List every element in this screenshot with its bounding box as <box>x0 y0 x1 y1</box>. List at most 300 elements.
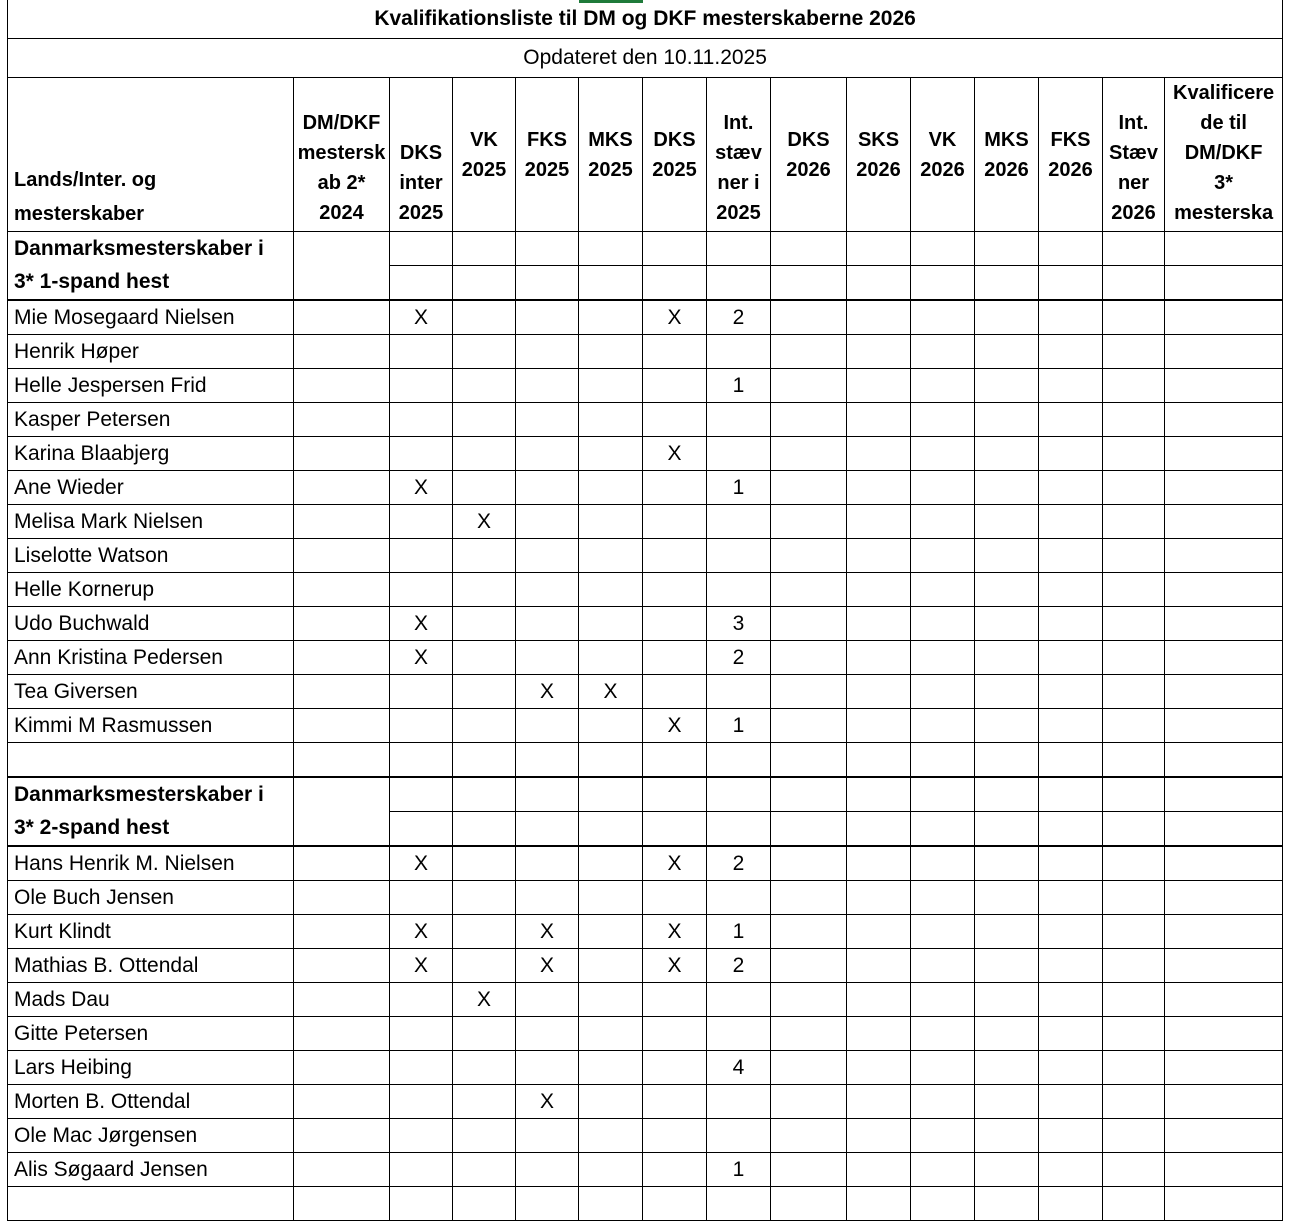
table-cell[interactable] <box>771 1153 847 1187</box>
empty-cell[interactable] <box>975 1187 1039 1221</box>
table-cell[interactable] <box>1039 539 1103 573</box>
table-cell[interactable] <box>1165 709 1283 743</box>
column-header[interactable] <box>453 78 516 232</box>
empty-cell[interactable] <box>516 743 579 778</box>
table-cell[interactable] <box>294 1051 390 1085</box>
table-cell[interactable] <box>643 369 707 403</box>
table-cell[interactable] <box>516 369 579 403</box>
competitor-name[interactable]: Liselotte Watson <box>8 539 294 573</box>
section-title[interactable]: Danmarksmesterskaber i <box>8 232 294 266</box>
table-cell[interactable] <box>1165 1085 1283 1119</box>
table-cell[interactable] <box>516 881 579 915</box>
competitor-name[interactable]: Tea Giversen <box>8 675 294 709</box>
table-cell[interactable] <box>294 539 390 573</box>
table-cell[interactable] <box>453 403 516 437</box>
section-title[interactable]: 3* 1-spand hest <box>8 266 294 301</box>
table-cell[interactable] <box>771 1051 847 1085</box>
table-cell[interactable] <box>516 607 579 641</box>
empty-cell[interactable] <box>975 232 1039 266</box>
table-cell[interactable] <box>516 403 579 437</box>
table-cell[interactable] <box>643 335 707 369</box>
table-cell[interactable] <box>643 1153 707 1187</box>
table-cell[interactable] <box>516 846 579 881</box>
empty-cell[interactable] <box>707 1187 771 1221</box>
table-cell[interactable] <box>643 1085 707 1119</box>
updated-date[interactable]: Opdateret den 10.11.2025 <box>8 39 1283 78</box>
empty-cell[interactable] <box>390 232 453 266</box>
table-cell[interactable] <box>579 539 643 573</box>
table-cell[interactable]: 2 <box>707 300 771 335</box>
table-cell[interactable] <box>643 573 707 607</box>
table-cell[interactable] <box>516 1051 579 1085</box>
table-cell[interactable] <box>1165 1017 1283 1051</box>
empty-cell[interactable] <box>771 743 847 778</box>
table-cell[interactable] <box>847 641 911 675</box>
table-cell[interactable] <box>911 1051 975 1085</box>
table-cell[interactable] <box>579 709 643 743</box>
table-cell[interactable] <box>1103 1153 1165 1187</box>
table-cell[interactable] <box>707 437 771 471</box>
empty-cell[interactable] <box>643 743 707 778</box>
table-cell[interactable] <box>707 1119 771 1153</box>
table-cell[interactable] <box>911 709 975 743</box>
competitor-name[interactable]: Ann Kristina Pedersen <box>8 641 294 675</box>
table-cell[interactable] <box>643 403 707 437</box>
table-cell[interactable] <box>1165 1153 1283 1187</box>
empty-cell[interactable] <box>390 266 453 301</box>
table-cell[interactable]: X <box>643 949 707 983</box>
table-cell[interactable] <box>771 369 847 403</box>
table-cell[interactable] <box>771 1017 847 1051</box>
table-cell[interactable]: X <box>579 675 643 709</box>
table-cell[interactable] <box>847 335 911 369</box>
table-cell[interactable] <box>847 607 911 641</box>
name-column-header[interactable] <box>8 78 294 232</box>
empty-cell[interactable] <box>911 232 975 266</box>
table-cell[interactable] <box>1103 573 1165 607</box>
column-header[interactable] <box>707 78 771 232</box>
table-cell[interactable] <box>1039 471 1103 505</box>
table-cell[interactable] <box>1165 505 1283 539</box>
table-cell[interactable] <box>643 675 707 709</box>
column-header[interactable] <box>579 78 643 232</box>
table-cell[interactable] <box>1039 437 1103 471</box>
table-cell[interactable] <box>1165 300 1283 335</box>
empty-cell[interactable] <box>294 777 390 812</box>
table-cell[interactable] <box>707 881 771 915</box>
table-cell[interactable] <box>911 607 975 641</box>
table-cell[interactable] <box>707 983 771 1017</box>
table-cell[interactable]: 2 <box>707 949 771 983</box>
table-cell[interactable] <box>294 505 390 539</box>
table-cell[interactable] <box>1103 1119 1165 1153</box>
competitor-name[interactable]: Mathias B. Ottendal <box>8 949 294 983</box>
empty-cell[interactable] <box>707 743 771 778</box>
table-cell[interactable] <box>847 675 911 709</box>
table-cell[interactable] <box>1165 607 1283 641</box>
table-cell[interactable] <box>847 881 911 915</box>
empty-cell[interactable] <box>707 777 771 812</box>
empty-cell[interactable] <box>643 1187 707 1221</box>
table-cell[interactable] <box>975 881 1039 915</box>
table-cell[interactable] <box>294 983 390 1017</box>
table-cell[interactable] <box>294 573 390 607</box>
table-cell[interactable] <box>453 607 516 641</box>
table-cell[interactable] <box>707 335 771 369</box>
table-cell[interactable] <box>579 983 643 1017</box>
table-cell[interactable] <box>1165 369 1283 403</box>
empty-cell[interactable] <box>847 232 911 266</box>
table-cell[interactable] <box>911 539 975 573</box>
table-cell[interactable] <box>579 881 643 915</box>
empty-cell[interactable] <box>453 812 516 847</box>
competitor-name[interactable]: Mie Mosegaard Nielsen <box>8 300 294 335</box>
table-cell[interactable] <box>643 505 707 539</box>
table-cell[interactable]: X <box>390 915 453 949</box>
empty-cell[interactable] <box>1103 232 1165 266</box>
table-cell[interactable] <box>1103 709 1165 743</box>
table-cell[interactable] <box>516 983 579 1017</box>
table-cell[interactable] <box>911 437 975 471</box>
table-cell[interactable] <box>771 505 847 539</box>
empty-cell[interactable] <box>771 266 847 301</box>
empty-cell[interactable] <box>516 266 579 301</box>
table-cell[interactable] <box>1165 471 1283 505</box>
table-cell[interactable] <box>453 369 516 403</box>
competitor-name[interactable]: Ole Mac Jørgensen <box>8 1119 294 1153</box>
empty-cell[interactable] <box>975 777 1039 812</box>
empty-cell[interactable] <box>707 266 771 301</box>
table-cell[interactable] <box>453 1119 516 1153</box>
table-cell[interactable] <box>975 539 1039 573</box>
competitor-name[interactable]: Helle Jespersen Frid <box>8 369 294 403</box>
table-cell[interactable] <box>579 471 643 505</box>
table-cell[interactable] <box>453 1153 516 1187</box>
empty-cell[interactable] <box>771 812 847 847</box>
table-cell[interactable] <box>975 300 1039 335</box>
column-header[interactable] <box>516 78 579 232</box>
empty-cell[interactable] <box>911 743 975 778</box>
table-cell[interactable] <box>771 641 847 675</box>
table-cell[interactable] <box>911 471 975 505</box>
column-header[interactable] <box>390 78 453 232</box>
empty-cell[interactable] <box>1165 777 1283 812</box>
section-title[interactable]: Danmarksmesterskaber i <box>8 777 294 812</box>
table-cell[interactable] <box>1039 607 1103 641</box>
table-cell[interactable] <box>707 505 771 539</box>
table-cell[interactable] <box>516 641 579 675</box>
table-cell[interactable] <box>975 335 1039 369</box>
table-cell[interactable] <box>579 641 643 675</box>
table-cell[interactable] <box>1039 1017 1103 1051</box>
table-cell[interactable] <box>453 1017 516 1051</box>
table-cell[interactable] <box>847 1017 911 1051</box>
table-cell[interactable] <box>390 539 453 573</box>
table-cell[interactable] <box>390 335 453 369</box>
table-cell[interactable] <box>1039 949 1103 983</box>
table-cell[interactable] <box>390 881 453 915</box>
table-cell[interactable] <box>1039 1119 1103 1153</box>
table-cell[interactable] <box>975 607 1039 641</box>
table-cell[interactable] <box>847 1153 911 1187</box>
table-cell[interactable] <box>1165 403 1283 437</box>
table-cell[interactable] <box>579 505 643 539</box>
empty-cell[interactable] <box>771 1187 847 1221</box>
table-cell[interactable] <box>579 1051 643 1085</box>
empty-cell[interactable] <box>911 266 975 301</box>
table-cell[interactable] <box>1039 983 1103 1017</box>
table-cell[interactable] <box>579 607 643 641</box>
table-cell[interactable] <box>453 1051 516 1085</box>
table-cell[interactable] <box>847 539 911 573</box>
table-cell[interactable] <box>1165 983 1283 1017</box>
empty-cell[interactable] <box>8 743 294 778</box>
table-cell[interactable] <box>975 983 1039 1017</box>
table-cell[interactable] <box>847 983 911 1017</box>
empty-cell[interactable] <box>707 812 771 847</box>
table-cell[interactable] <box>975 915 1039 949</box>
column-header[interactable] <box>975 78 1039 232</box>
empty-cell[interactable] <box>1039 777 1103 812</box>
table-cell[interactable] <box>579 403 643 437</box>
empty-cell[interactable] <box>390 1187 453 1221</box>
empty-cell[interactable] <box>579 266 643 301</box>
table-cell[interactable] <box>294 709 390 743</box>
table-cell[interactable]: X <box>643 300 707 335</box>
table-cell[interactable] <box>453 335 516 369</box>
table-cell[interactable] <box>911 949 975 983</box>
table-cell[interactable] <box>911 1153 975 1187</box>
column-header[interactable] <box>294 78 390 232</box>
table-cell[interactable] <box>516 300 579 335</box>
table-cell[interactable] <box>1165 641 1283 675</box>
table-cell[interactable] <box>1039 300 1103 335</box>
competitor-name[interactable]: Kurt Klindt <box>8 915 294 949</box>
table-cell[interactable] <box>975 369 1039 403</box>
empty-cell[interactable] <box>390 812 453 847</box>
table-cell[interactable] <box>975 709 1039 743</box>
empty-cell[interactable] <box>1039 1187 1103 1221</box>
table-cell[interactable] <box>294 1017 390 1051</box>
table-cell[interactable] <box>1103 335 1165 369</box>
table-cell[interactable] <box>516 1153 579 1187</box>
empty-cell[interactable] <box>1039 266 1103 301</box>
empty-cell[interactable] <box>847 266 911 301</box>
empty-cell[interactable] <box>975 812 1039 847</box>
competitor-name[interactable]: Karina Blaabjerg <box>8 437 294 471</box>
table-cell[interactable] <box>294 1153 390 1187</box>
table-cell[interactable]: X <box>390 300 453 335</box>
table-cell[interactable] <box>847 471 911 505</box>
table-cell[interactable] <box>579 335 643 369</box>
competitor-name[interactable]: Mads Dau <box>8 983 294 1017</box>
empty-cell[interactable] <box>294 812 390 847</box>
table-cell[interactable] <box>1165 846 1283 881</box>
table-cell[interactable] <box>975 846 1039 881</box>
table-cell[interactable] <box>975 1153 1039 1187</box>
table-cell[interactable] <box>294 335 390 369</box>
empty-cell[interactable] <box>579 812 643 847</box>
table-cell[interactable]: X <box>390 846 453 881</box>
table-cell[interactable] <box>294 675 390 709</box>
table-cell[interactable] <box>579 1085 643 1119</box>
competitor-name[interactable]: Hans Henrik M. Nielsen <box>8 846 294 881</box>
table-cell[interactable] <box>975 641 1039 675</box>
competitor-name[interactable]: Henrik Høper <box>8 335 294 369</box>
competitor-name[interactable]: Kasper Petersen <box>8 403 294 437</box>
table-cell[interactable] <box>643 607 707 641</box>
table-cell[interactable] <box>294 1085 390 1119</box>
table-cell[interactable] <box>390 369 453 403</box>
table-cell[interactable] <box>294 403 390 437</box>
table-cell[interactable] <box>911 300 975 335</box>
table-cell[interactable] <box>390 1051 453 1085</box>
empty-cell[interactable] <box>911 1187 975 1221</box>
table-cell[interactable]: X <box>643 915 707 949</box>
table-cell[interactable] <box>453 846 516 881</box>
table-cell[interactable] <box>911 641 975 675</box>
competitor-name[interactable]: Ole Buch Jensen <box>8 881 294 915</box>
table-cell[interactable] <box>1103 300 1165 335</box>
competitor-name[interactable]: Melisa Mark Nielsen <box>8 505 294 539</box>
table-cell[interactable] <box>453 881 516 915</box>
table-cell[interactable] <box>643 983 707 1017</box>
competitor-name[interactable]: Alis Søgaard Jensen <box>8 1153 294 1187</box>
table-cell[interactable] <box>707 1085 771 1119</box>
table-cell[interactable] <box>771 335 847 369</box>
table-cell[interactable] <box>516 335 579 369</box>
table-cell[interactable] <box>516 505 579 539</box>
empty-cell[interactable] <box>975 266 1039 301</box>
table-cell[interactable] <box>975 1051 1039 1085</box>
table-cell[interactable] <box>771 403 847 437</box>
table-cell[interactable] <box>707 403 771 437</box>
table-cell[interactable] <box>1039 675 1103 709</box>
table-cell[interactable]: 1 <box>707 1153 771 1187</box>
empty-cell[interactable] <box>847 743 911 778</box>
table-cell[interactable] <box>516 437 579 471</box>
table-cell[interactable] <box>1165 573 1283 607</box>
empty-cell[interactable] <box>847 1187 911 1221</box>
table-cell[interactable] <box>390 573 453 607</box>
table-cell[interactable]: X <box>643 709 707 743</box>
table-cell[interactable] <box>1165 949 1283 983</box>
empty-cell[interactable] <box>1103 812 1165 847</box>
table-cell[interactable] <box>975 573 1039 607</box>
table-cell[interactable] <box>771 539 847 573</box>
table-cell[interactable]: X <box>516 675 579 709</box>
table-cell[interactable] <box>453 709 516 743</box>
table-cell[interactable] <box>579 300 643 335</box>
table-cell[interactable] <box>390 505 453 539</box>
table-cell[interactable] <box>911 915 975 949</box>
table-cell[interactable] <box>579 1017 643 1051</box>
table-cell[interactable] <box>911 846 975 881</box>
empty-cell[interactable] <box>516 1187 579 1221</box>
column-header[interactable] <box>1165 78 1283 232</box>
empty-cell[interactable] <box>294 266 390 301</box>
table-cell[interactable] <box>453 573 516 607</box>
table-cell[interactable] <box>771 1119 847 1153</box>
table-cell[interactable] <box>579 1153 643 1187</box>
table-cell[interactable] <box>1039 335 1103 369</box>
table-cell[interactable] <box>579 573 643 607</box>
table-cell[interactable] <box>1103 915 1165 949</box>
table-cell[interactable] <box>911 1017 975 1051</box>
table-cell[interactable] <box>390 437 453 471</box>
table-cell[interactable] <box>975 505 1039 539</box>
competitor-name[interactable]: Kimmi M Rasmussen <box>8 709 294 743</box>
table-cell[interactable] <box>911 505 975 539</box>
table-cell[interactable] <box>1039 369 1103 403</box>
table-cell[interactable] <box>847 846 911 881</box>
table-cell[interactable] <box>294 641 390 675</box>
table-cell[interactable] <box>453 539 516 573</box>
table-cell[interactable] <box>847 505 911 539</box>
empty-cell[interactable] <box>847 777 911 812</box>
table-cell[interactable] <box>911 1119 975 1153</box>
table-cell[interactable]: 1 <box>707 369 771 403</box>
table-cell[interactable] <box>911 675 975 709</box>
empty-cell[interactable] <box>1165 266 1283 301</box>
empty-cell[interactable] <box>8 1187 294 1221</box>
table-cell[interactable] <box>1039 1153 1103 1187</box>
table-cell[interactable] <box>771 709 847 743</box>
table-cell[interactable] <box>453 641 516 675</box>
table-cell[interactable] <box>453 1085 516 1119</box>
table-cell[interactable] <box>1039 709 1103 743</box>
table-cell[interactable] <box>294 1119 390 1153</box>
table-cell[interactable] <box>847 1119 911 1153</box>
table-cell[interactable] <box>771 675 847 709</box>
section-title[interactable]: 3* 2-spand hest <box>8 812 294 847</box>
table-cell[interactable] <box>1039 1051 1103 1085</box>
table-cell[interactable] <box>453 300 516 335</box>
table-cell[interactable] <box>847 300 911 335</box>
table-cell[interactable] <box>1103 1085 1165 1119</box>
table-cell[interactable] <box>847 403 911 437</box>
table-cell[interactable] <box>390 1153 453 1187</box>
table-cell[interactable] <box>847 709 911 743</box>
table-cell[interactable] <box>707 539 771 573</box>
empty-cell[interactable] <box>1165 743 1283 778</box>
table-cell[interactable] <box>643 1051 707 1085</box>
table-cell[interactable] <box>771 846 847 881</box>
table-cell[interactable] <box>1103 437 1165 471</box>
empty-cell[interactable] <box>1039 812 1103 847</box>
sheet-title[interactable]: Kvalifikationsliste til DM og DKF mesterskaberne 2026 <box>8 0 1283 39</box>
table-cell[interactable]: X <box>390 607 453 641</box>
table-cell[interactable] <box>294 471 390 505</box>
empty-cell[interactable] <box>579 743 643 778</box>
table-cell[interactable] <box>771 915 847 949</box>
table-cell[interactable] <box>294 437 390 471</box>
table-cell[interactable] <box>1165 1051 1283 1085</box>
table-cell[interactable] <box>1103 881 1165 915</box>
competitor-name[interactable]: Ane Wieder <box>8 471 294 505</box>
column-header[interactable] <box>771 78 847 232</box>
table-cell[interactable]: 1 <box>707 709 771 743</box>
table-cell[interactable] <box>453 471 516 505</box>
table-cell[interactable] <box>975 949 1039 983</box>
table-cell[interactable] <box>516 471 579 505</box>
empty-cell[interactable] <box>975 743 1039 778</box>
empty-cell[interactable] <box>1103 777 1165 812</box>
empty-cell[interactable] <box>1039 232 1103 266</box>
table-cell[interactable]: 1 <box>707 915 771 949</box>
table-cell[interactable] <box>1039 881 1103 915</box>
empty-cell[interactable] <box>1039 743 1103 778</box>
